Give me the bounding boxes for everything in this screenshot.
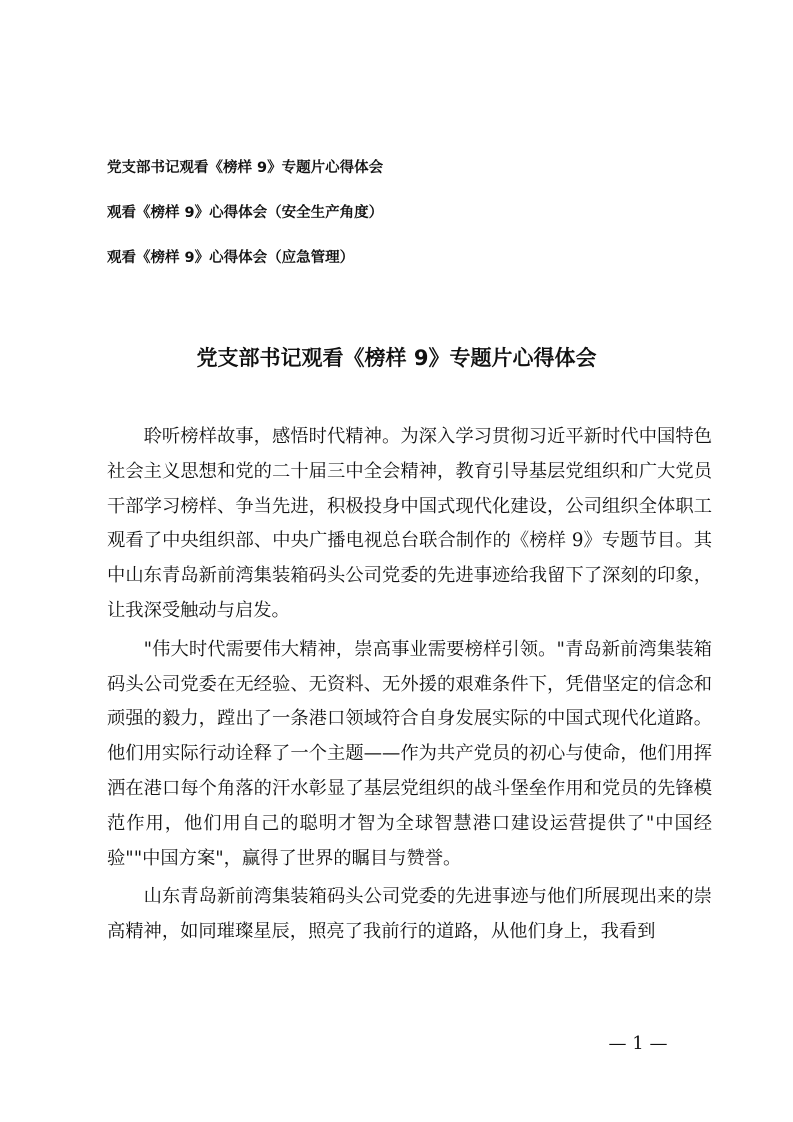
toc-item-2[interactable]: 观看《榜样 9》心得体会（安全生产角度）: [107, 205, 384, 221]
toc-item-1[interactable]: 党支部书记观看《榜样 9》专题片心得体会: [107, 160, 384, 176]
table-of-contents: [107, 156, 707, 291]
toc-item-3[interactable]: 观看《榜样 9》心得体会（应急管理）: [107, 250, 355, 266]
paragraph-1: 聆听榜样故事，感悟时代精神。为深入学习贯彻习近平新时代中国特色社会主义思想和党的二十届三中全会精神，教育引导基层党组织和广大党员干部学习榜样、争当先进，积极投身中国式现代化建设，公司组织全体职工观看了中央组织部、中央广播电视总台联合制作的《榜样 9》专题节目。其中山东青岛新前湾集装箱码头公司党委的先进事迹给我留下了深刻的印象，让我深受触动与启发。: [107, 426, 712, 621]
document-title: 党支部书记观看《榜样 9》专题片心得体会: [196, 346, 597, 370]
page-number: — 1 —: [608, 1033, 668, 1054]
document-body: [107, 420, 712, 954]
paragraph-3: 山东青岛新前湾集装箱码头公司党委的先进事迹与他们所展现出来的崇高精神，如同璀璨星辰，照亮了我前行的道路，从他们身上，我看到: [107, 886, 712, 943]
paragraph-2: "伟大时代需要伟大精神，崇高事业需要榜样引领。"青岛新前湾集装箱码头公司党委在无经验、无资料、无外援的艰难条件下，凭借坚定的信念和顽强的毅力，蹚出了一条港口领域符合自身发展实际的中国式现代化道路。他们用实际行动诠释了一个主题——作为共产党员的初心与使命，他们用挥洒在港口每个角落的汗水彰显了基层党组织的战斗堡垒作用和党员的先锋模范作用，他们用自己的聪明才智为全球智慧港口建设运营提供了"中国经验""中国方案"，赢得了世界的瞩目与赞誉。: [107, 638, 712, 869]
